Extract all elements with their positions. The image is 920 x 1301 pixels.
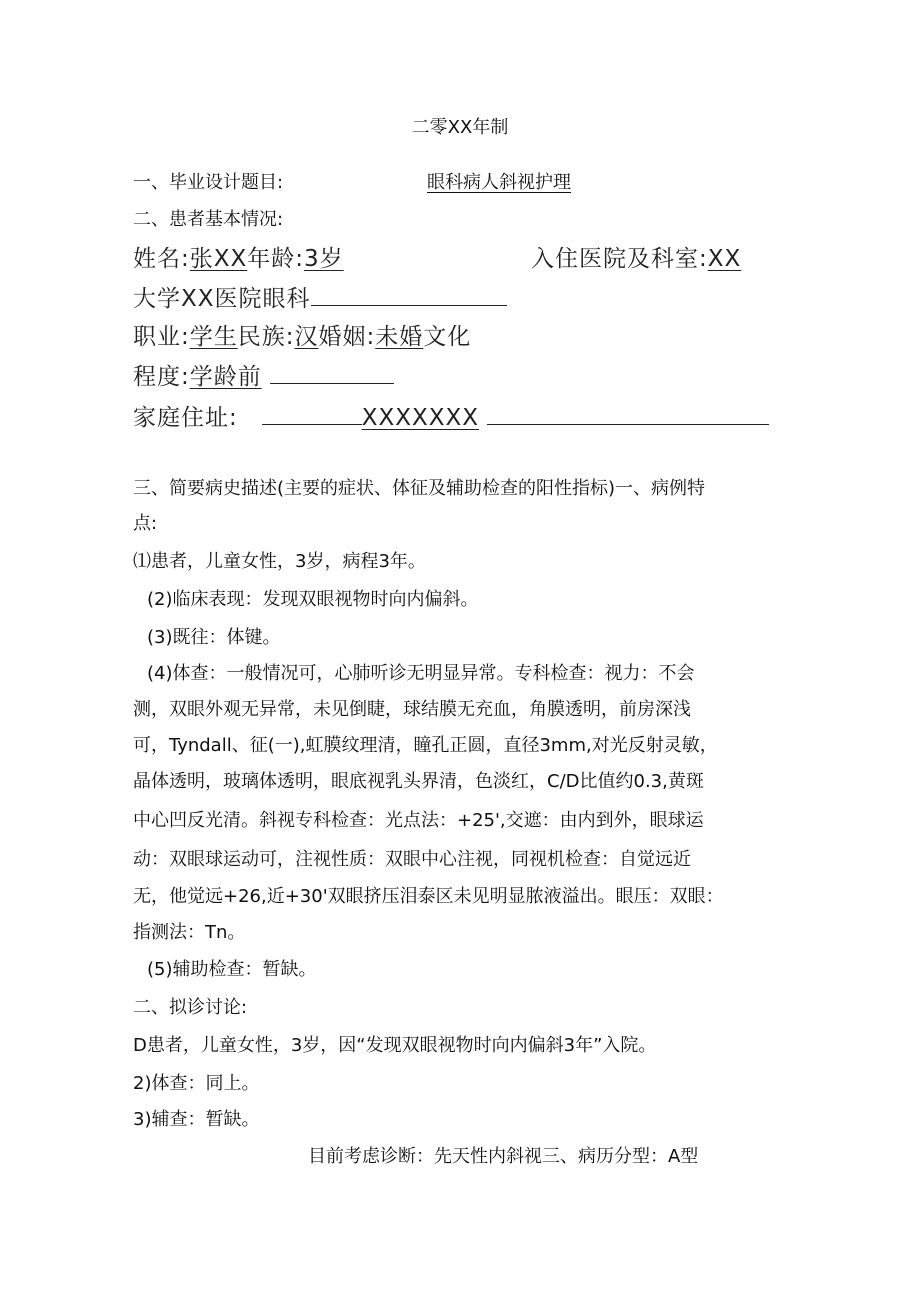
section-3-label-line2: 点:: [133, 513, 158, 534]
ethnicity-label: 民族:: [237, 324, 295, 350]
document-year-line: 二零XX年制: [411, 117, 509, 138]
case-item: 无，他觉远+26,近+30'双眼挤压泪泰区未见明显脓液溢出。眼压：双眼：: [133, 886, 724, 907]
case-item: ⑴患者，儿童女性，3岁，病程3年。: [133, 551, 426, 572]
fill-line: [270, 382, 394, 384]
education-row: [133, 358, 394, 391]
ethnicity-value: 汉: [294, 324, 319, 350]
age-label: 年龄:: [247, 246, 305, 272]
case-item: (4)体查：一般情况可，心肺听诊无明显异常。专科检查：视力：不会: [147, 663, 695, 684]
section-1-label: 一、毕业设计题目:: [133, 172, 284, 193]
section-3-label-line1: 三、简要病史描述(主要的症状、体征及辅助检查的阳性指标)一、病例特: [133, 478, 706, 499]
fill-line: [311, 304, 507, 306]
patient-name-row: [133, 240, 344, 273]
job-label: 职业:: [133, 324, 190, 350]
hospital-row: [531, 240, 741, 273]
case-item: 测，双眼外观无异常，未见倒睫，球结膜无充血，角膜透明，前房深浅: [133, 699, 691, 720]
address-value: XXXXXXX: [361, 405, 480, 431]
hospital-value-part1: XX: [707, 246, 742, 272]
case-item: (5)辅助检查：暂缺。: [147, 959, 317, 980]
case-item: (3)既往：体键。: [147, 627, 281, 648]
thesis-topic: 眼科病人斜视护理: [427, 172, 571, 193]
case-item: 晶体透明，玻璃体透明，眼底视乳头界清，色淡红，C/D比值约0.3,黄斑: [133, 771, 704, 792]
hospital-row-continued: [133, 280, 507, 313]
discussion-item: D患者，儿童女性，3岁，因“发现双眼视物时向内偏斜3年”入院。: [133, 1035, 657, 1056]
age-value: 3岁: [304, 246, 344, 272]
case-item: 可，Tyndall、征(一),虹膜纹理清，瞳孔正圆，直径3mm,对光反射灵敏，: [133, 735, 718, 756]
occupation-row: [133, 318, 471, 351]
hospital-value-part2: 大学XX医院眼科: [133, 286, 311, 312]
job-value: 学生: [189, 324, 238, 350]
section-2-label: 二、患者基本情况:: [133, 209, 284, 230]
marriage-value: 未婚: [375, 324, 424, 350]
address-label: 家庭住址:: [133, 405, 238, 431]
address-row: [133, 399, 769, 432]
name-value: 张XX: [189, 246, 248, 272]
name-label: 姓名:: [133, 246, 190, 272]
discussion-item: 3)辅查：暂缺。: [133, 1109, 260, 1130]
marriage-label: 婚姻:: [318, 324, 376, 350]
diagnosis-line: 目前考虑诊断：先天性内斜视三、病历分型：A型: [308, 1146, 699, 1167]
section-4-label: 二、拟诊讨论:: [133, 997, 248, 1018]
case-item: 指测法：Tn。: [133, 922, 246, 943]
fill-line: [262, 423, 362, 425]
case-item: 动：双眼球运动可，注视性质：双眼中心注视，同视机检查：自觉远近: [133, 849, 691, 870]
fill-line: [487, 423, 769, 425]
hospital-label: 入住医院及科室:: [531, 246, 708, 272]
education-label-part2: 程度:: [133, 364, 190, 390]
education-label-part1: 文化: [423, 324, 472, 350]
case-item: 中心凹反光清。斜视专科检查：光点法：+25',交遮：由内到外，眼球运: [133, 810, 704, 831]
discussion-item: 2)体查：同上。: [133, 1073, 260, 1094]
case-item: (2)临床表现：发现双眼视物时向内偏斜。: [147, 589, 479, 610]
education-value: 学龄前: [189, 364, 262, 390]
